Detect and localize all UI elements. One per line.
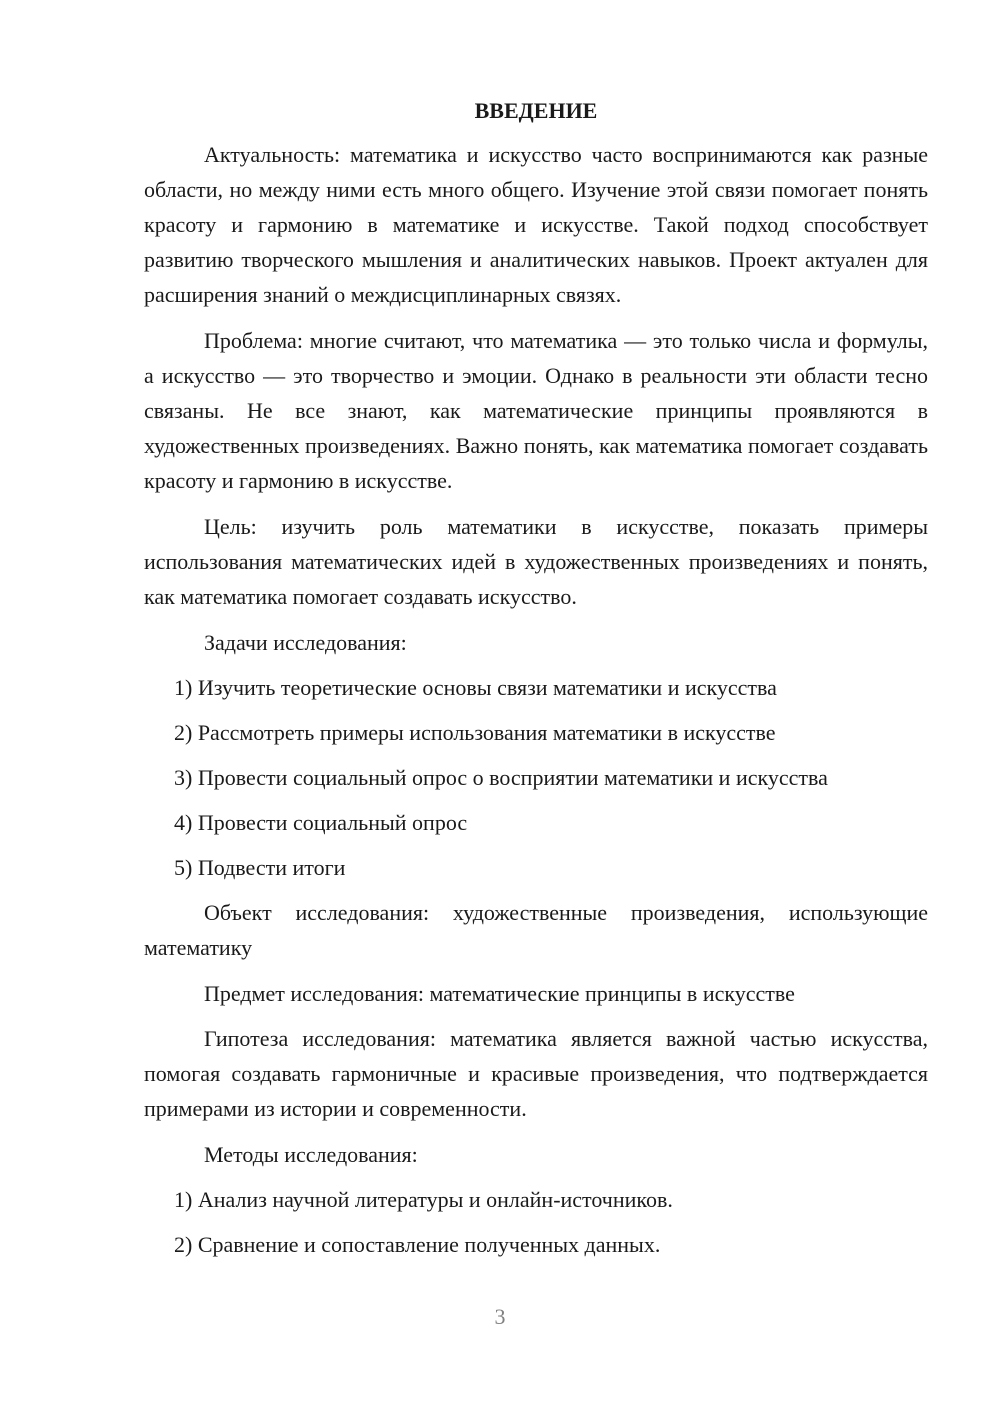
task-item: 2) Рассмотреть примеры использования математики в искусстве xyxy=(174,720,776,745)
document-page xyxy=(144,96,928,1272)
subject-paragraph: Предмет исследования: математические принципы в искусстве xyxy=(204,981,795,1006)
task-item: 3) Провести социальный опрос о восприятии математики и искусства xyxy=(174,765,828,790)
object-paragraph: Объект исследования: художественные произведения, использующие математику xyxy=(144,900,928,960)
hypothesis-paragraph: Гипотеза исследования: математика является важной частью искусства, помогая создавать гармоничные и красивые произведения, что подтверждается примерами из истории и современности. xyxy=(144,1026,928,1121)
task-item: 5) Подвести итоги xyxy=(174,855,346,880)
problem-paragraph: Проблема: многие считают, что математика — это только числа и формулы, а искусство — это творчество и эмоции. Однако в реальности эти области тесно связаны. Не все знают, как математические принципы проявляются в художественных произведениях. Важно понять, как математика помогает создавать красоту и гармонию в искусстве. xyxy=(144,328,928,493)
method-item: 1) Анализ научной литературы и онлайн-источников. xyxy=(174,1187,673,1212)
method-item: 2) Сравнение и сопоставление полученных данных. xyxy=(174,1232,661,1257)
methods-heading: Методы исследования: xyxy=(204,1142,418,1167)
task-item: 4) Провести социальный опрос xyxy=(174,810,468,835)
task-item: 1) Изучить теоретические основы связи математики и искусства xyxy=(174,675,777,700)
page-number: 3 xyxy=(494,1304,506,1329)
section-title: ВВЕДЕНИЕ xyxy=(474,98,598,123)
goal-paragraph: Цель: изучить роль математики в искусстве, показать примеры использования математических идей в художественных произведениях и понять, как математика помогает создавать искусство. xyxy=(144,514,928,609)
tasks-heading: Задачи исследования: xyxy=(204,630,407,655)
relevance-paragraph: Актуальность: математика и искусство часто воспринимаются как разные области, но между ними есть много общего. Изучение этой связи помогает понять красоту и гармонию в математике и искусстве. Такой подход способствует развитию творческого мышления и аналитических навыков. Проект актуален для расширения знаний о междисциплинарных связях. xyxy=(144,142,928,307)
